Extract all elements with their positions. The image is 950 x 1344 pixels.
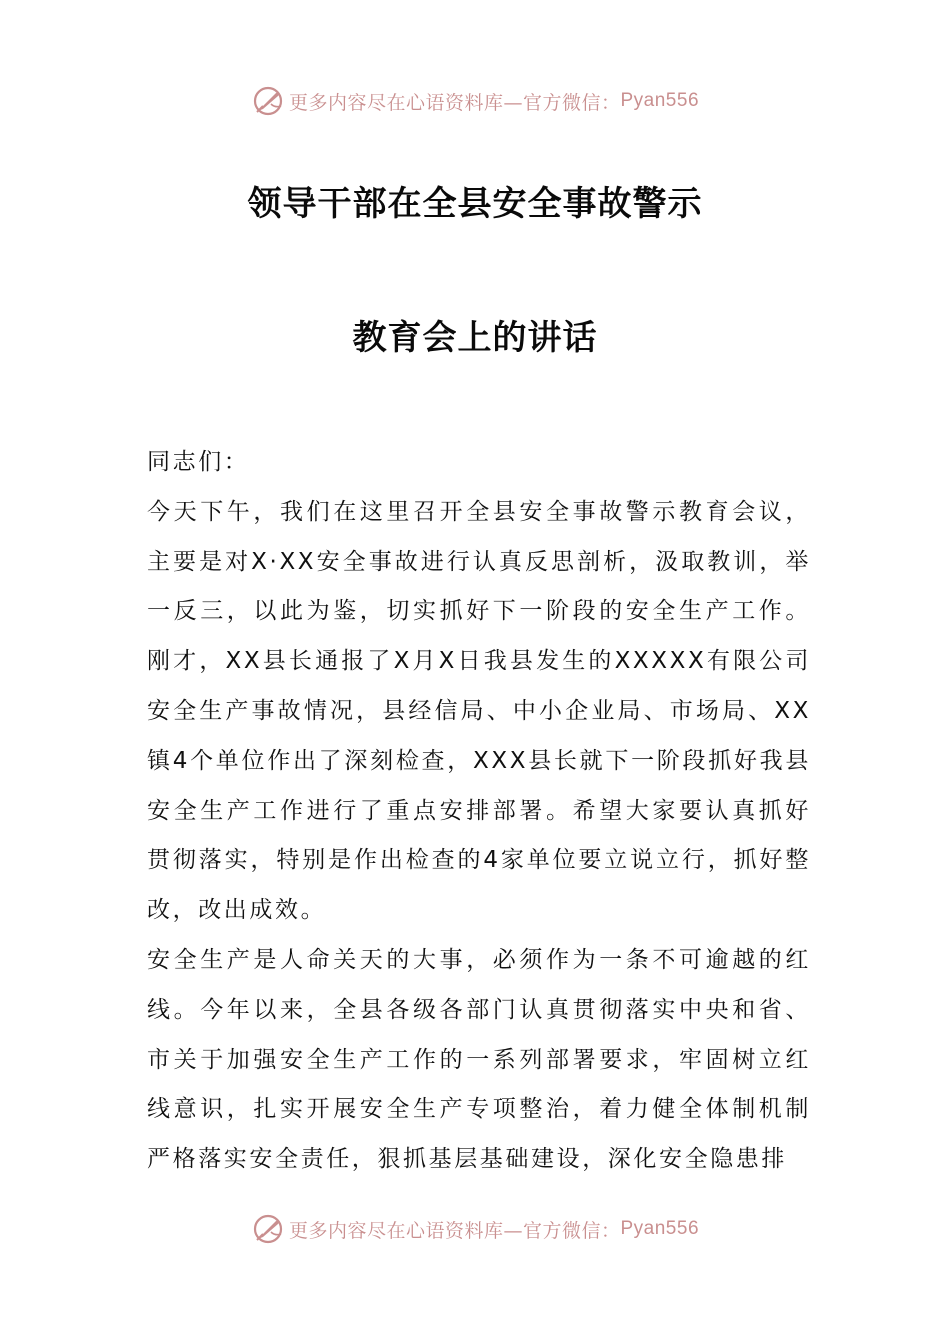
watermark-wechat-id: Pyan556	[620, 1218, 700, 1239]
paragraph-2: 安全生产是人命关天的大事，必须作为一条不可逾越的红线。今年以来，全县各级各部门认真贯彻落实中央和省、市关于加强安全生产工作的一系列部署要求，牢固树立红线意识，扎实开展安全生产专项整治，着力健全体制机制严格落实安全责任，狠抓基层基础建设，深化安全隐患排	[147, 946, 811, 1173]
speech-body	[147, 438, 811, 1185]
quill-logo-icon	[251, 84, 285, 118]
watermark-wechat-id: Pyan556	[620, 90, 700, 111]
paragraph-1: 今天下午，我们在这里召开全县安全事故警示教育会议，主要是对X·XX安全事故进行认真反思剖析，汲取教训，举一反三，以此为鉴，切实抓好下一阶段的安全生产工作。刚才，XX县长通报了X月X日我县发生的XXXXX有限公司安全生产事故情况，县经信局、中小企业局、市场局、XX镇4个单位作出了深刻检查，XXX县长就下一阶段抓好我县安全生产工作进行了重点安排部署。希望大家要认真抓好贯彻落实，特别是作出检查的4家单位要立说立行，抓好整改，改出成效。	[147, 498, 811, 924]
salutation: 同志们：	[147, 449, 250, 475]
watermark-banner-top	[0, 84, 950, 118]
watermark-text: 更多内容尽在心语资料库—官方微信：	[288, 1219, 621, 1242]
watermark-banner-bottom	[0, 1212, 950, 1246]
watermark-text: 更多内容尽在心语资料库—官方微信：	[288, 91, 621, 114]
document-title-line-2: 教育会上的讲话	[352, 318, 598, 358]
document-title-line-1: 领导干部在全县安全事故警示	[247, 184, 703, 224]
quill-logo-icon	[251, 1212, 285, 1246]
